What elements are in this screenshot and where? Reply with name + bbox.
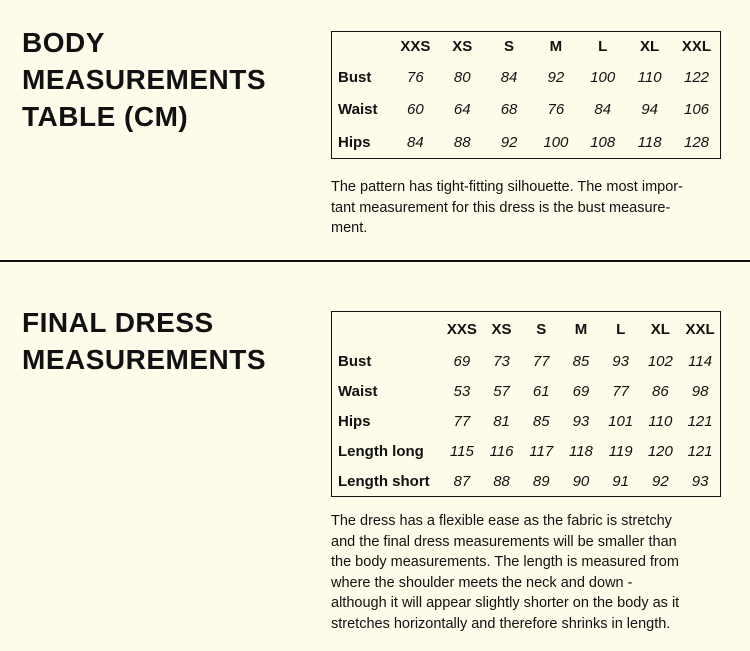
note-line: and the final dress measurements will be smaller than — [331, 533, 677, 550]
measurement-cell: 100 — [590, 69, 616, 87]
size-header-row — [332, 312, 721, 347]
table-row — [332, 377, 721, 407]
measurement-cell: 89 — [532, 472, 550, 490]
row-label: Length short — [338, 472, 430, 490]
table-row — [332, 126, 721, 158]
measurement-cell: 76 — [407, 69, 424, 87]
measurement-cell: 77 — [453, 413, 471, 430]
table-row — [332, 437, 721, 467]
size-header: XL — [640, 38, 660, 56]
measurement-cell: 61 — [532, 383, 550, 400]
title-line: TABLE (CM) — [22, 101, 189, 132]
measurement-cell: 85 — [572, 353, 590, 370]
measurement-cell: 98 — [691, 383, 709, 400]
table-row — [332, 347, 721, 377]
note-line: The pattern has tight-fitting silhouette. The most impor- — [331, 179, 683, 195]
measurement-cell: 101 — [608, 413, 634, 430]
measurement-cell: 81 — [493, 413, 510, 430]
body-measurements-title — [22, 24, 266, 135]
measurement-cell: 128 — [684, 133, 710, 151]
table-row — [332, 407, 721, 437]
measurement-cell: 90 — [572, 472, 590, 490]
body-measurements-note — [331, 177, 731, 239]
measurement-cell: 94 — [641, 101, 658, 119]
row-label: Bust — [338, 353, 372, 370]
measurement-cell: 115 — [449, 443, 474, 460]
row-label: Hips — [338, 413, 371, 430]
measurement-cell: 110 — [648, 413, 673, 430]
note-line: The dress has a flexible ease as the fabric is stretchy — [331, 513, 672, 529]
measurement-cell: 77 — [612, 383, 629, 400]
note-line: the body measurements. The length is measured from — [331, 554, 679, 570]
measurement-cell: 121 — [687, 413, 713, 430]
measurement-cell: 84 — [407, 133, 424, 151]
size-header: XS — [452, 38, 473, 56]
measurement-cell: 87 — [453, 472, 471, 490]
measurement-cell: 119 — [608, 443, 633, 460]
row-label: Bust — [338, 69, 372, 87]
measurement-cell: 88 — [493, 472, 510, 490]
measurement-cell: 121 — [687, 443, 713, 460]
measurement-cell: 92 — [500, 133, 518, 151]
row-label: Length long — [338, 443, 424, 460]
final-dress-measurements-title — [22, 304, 266, 378]
table-row — [332, 62, 721, 94]
measurement-cell: 108 — [590, 133, 616, 151]
title-line: BODY — [22, 27, 105, 58]
measurement-cell: 68 — [500, 101, 518, 119]
note-line: stretches horizontally and therefore shrinks in length. — [331, 615, 671, 632]
section-divider — [0, 260, 750, 262]
measurement-cell: 60 — [407, 101, 424, 119]
table-row — [332, 94, 721, 126]
measurement-cell: 80 — [453, 69, 471, 87]
table-row — [332, 467, 721, 497]
measurement-cell: 114 — [688, 353, 713, 370]
size-header: L — [598, 38, 608, 56]
measurement-cell: 93 — [572, 413, 590, 430]
size-header: XXS — [400, 38, 431, 56]
measurement-cell: 84 — [500, 69, 518, 87]
body-measurements-table — [331, 31, 721, 159]
size-header: S — [504, 38, 515, 56]
size-header: M — [549, 38, 563, 56]
size-header: XXL — [681, 38, 712, 56]
measurement-cell: 69 — [572, 383, 590, 400]
size-header: XL — [650, 320, 670, 338]
measurement-cell: 106 — [684, 101, 710, 119]
size-header: XS — [491, 320, 512, 338]
measurement-cell: 118 — [568, 443, 593, 460]
measurement-cell: 117 — [529, 443, 554, 460]
measurement-cell: 69 — [453, 353, 471, 370]
measurement-cell: 102 — [647, 353, 673, 370]
corner-cell — [332, 312, 442, 347]
measurement-cell: 93 — [612, 353, 629, 370]
measurement-cell: 100 — [543, 133, 569, 151]
measurement-cell: 116 — [489, 443, 514, 460]
title-line: FINAL DRESS — [22, 307, 214, 338]
final-dress-note — [331, 511, 731, 634]
measurement-cell: 92 — [547, 69, 565, 87]
size-header-row — [332, 32, 721, 62]
measurement-cell: 93 — [691, 472, 709, 490]
row-label: Waist — [338, 383, 378, 400]
measurement-cell: 91 — [612, 472, 629, 490]
measurement-cell: 122 — [684, 69, 710, 87]
row-label: Hips — [338, 133, 371, 151]
corner-cell — [332, 32, 392, 62]
measurement-cell: 86 — [652, 383, 669, 400]
measurement-cell: 73 — [493, 353, 510, 370]
title-line: MEASUREMENTS — [22, 344, 267, 375]
measurement-cell: 57 — [493, 383, 510, 400]
note-line: although it will appear slightly shorter on the body as it — [331, 595, 680, 611]
measurement-cell: 76 — [547, 101, 565, 119]
measurement-cell: 84 — [594, 101, 612, 119]
measurement-cell: 77 — [532, 353, 550, 370]
size-header: XXS — [446, 320, 477, 338]
measurement-cell: 118 — [637, 133, 662, 151]
measurement-cell: 120 — [647, 443, 673, 460]
note-line: tant measurement for this dress is the bust measure- — [331, 199, 671, 216]
measurement-cell: 88 — [453, 133, 471, 151]
measurement-cell: 64 — [453, 101, 471, 119]
measurement-cell: 92 — [652, 472, 669, 490]
title-line: MEASUREMENTS — [22, 64, 267, 95]
measurement-cell: 53 — [453, 383, 471, 400]
row-label: Waist — [338, 101, 378, 119]
size-header: S — [536, 320, 547, 338]
size-header: M — [574, 320, 588, 338]
measurement-cell: 110 — [637, 69, 662, 87]
size-header: XXL — [685, 320, 715, 338]
note-line: where the shoulder meets the neck and down - — [331, 574, 633, 591]
final-dress-measurements-table — [331, 311, 721, 497]
size-header: L — [616, 320, 626, 338]
measurement-cell: 85 — [532, 413, 550, 430]
note-line: ment. — [331, 220, 368, 236]
